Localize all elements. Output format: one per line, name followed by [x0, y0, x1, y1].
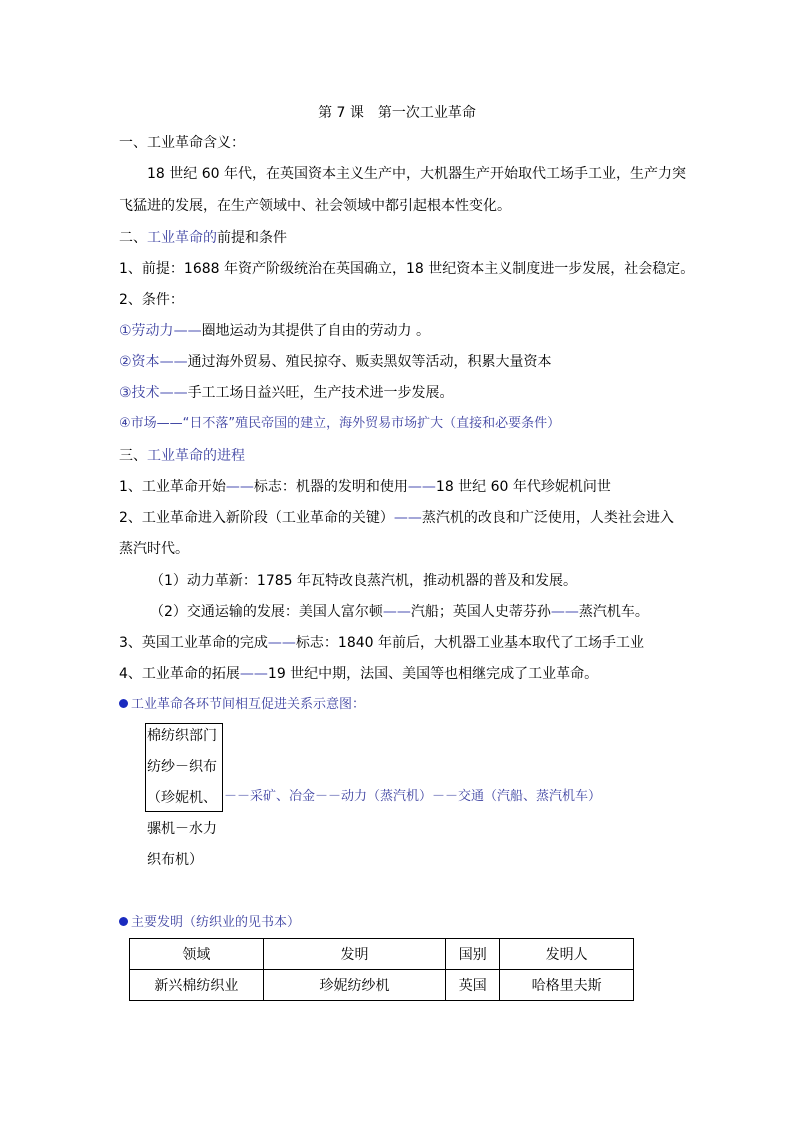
transport-development: （2）交通运输的发展：美国人富尔顿——汽船；英国人史蒂芬孙——蒸汽机车。 [150, 604, 649, 620]
power-innovation: （1）动力革新：1785 年瓦特改良蒸汽机，推动机器的普及和发展。 [150, 573, 577, 589]
box-line-1: 棉纺织部门 [147, 728, 217, 744]
condition-capital: ②资本——通过海外贸易、殖民掠夺、贩卖黑奴等活动，积累大量资本 [119, 354, 552, 370]
inventions-bullet: 主要发明（纺织业的见书本） [119, 913, 300, 933]
section-3-heading: 三、工业革命的进程 [119, 448, 245, 464]
definition-line-2: 飞猛进的发展，在生产领域中、社会领域中都引起根本性变化。 [119, 198, 511, 214]
box-line-4: 骡机－水力 [147, 821, 217, 837]
condition-market: ④市场——“日不落”殖民帝国的建立，海外贸易市场扩大（直接和必要条件） [119, 416, 561, 431]
table-header-row [130, 939, 634, 970]
diagram-bullet: 工业革命各环节间相互促进关系示意图： [119, 695, 365, 715]
process-new-stage: 2、工业革命进入新阶段（工业革命的关键）——蒸汽机的改良和广泛使用，人类社会进入 [119, 510, 674, 526]
relation-chain: －－采矿、冶金－－动力（蒸汽机）－－交通（汽船、蒸汽机车） [224, 789, 602, 804]
table-cell: 英国 [446, 970, 500, 1001]
section-2-heading: 二、工业革命的前提和条件 [119, 230, 287, 246]
conditions-label: 2、条件： [119, 292, 184, 308]
condition-technology: ③技术——手工工场日益兴旺，生产技术进一步发展。 [119, 385, 454, 401]
process-start: 1、工业革命开始——标志：机器的发明和使用——18 世纪 60 年代珍妮机问世 [119, 479, 611, 495]
process-expansion: 4、工业革命的拓展——19 世纪中期，法国、美国等也相继完成了工业革命。 [119, 666, 599, 682]
table-row [130, 970, 634, 1001]
box-line-5: 织布机） [147, 852, 203, 868]
box-line-2: 纺纱－织布 [147, 759, 217, 775]
table-cell: 新兴棉纺织业 [130, 970, 264, 1001]
definition-line-1: 18 世纪 60 年代，在英国资本主义生产中，大机器生产开始取代工场手工业，生产力突 [147, 166, 686, 182]
header-cell: 发明人 [500, 939, 634, 970]
inventions-table [129, 938, 634, 1001]
table-cell: 哈格里夫斯 [500, 970, 634, 1001]
header-cell: 国别 [446, 939, 500, 970]
process-new-stage-cont: 蒸汽时代。 [119, 541, 189, 557]
page-title: 第 7 课 第一次工业革命 [318, 105, 476, 121]
bullet-dot-icon [119, 917, 128, 926]
header-cell: 发明 [263, 939, 446, 970]
box-line-3: （珍妮机、 [147, 790, 217, 806]
section-1-heading: 一、工业革命含义： [119, 135, 245, 151]
bullet-dot-icon [119, 699, 128, 708]
process-complete: 3、英国工业革命的完成——标志：1840 年前后，大机器工业基本取代了工场手工业 [119, 635, 644, 651]
condition-labor: ①劳动力——圈地运动为其提供了自由的劳动力 。 [119, 323, 431, 339]
premise-line: 1、前提：1688 年资产阶级统治在英国确立，18 世纪资本主义制度进一步发展，社会稳定。 [119, 261, 695, 277]
header-cell: 领域 [130, 939, 264, 970]
table-cell: 珍妮纺纱机 [263, 970, 446, 1001]
